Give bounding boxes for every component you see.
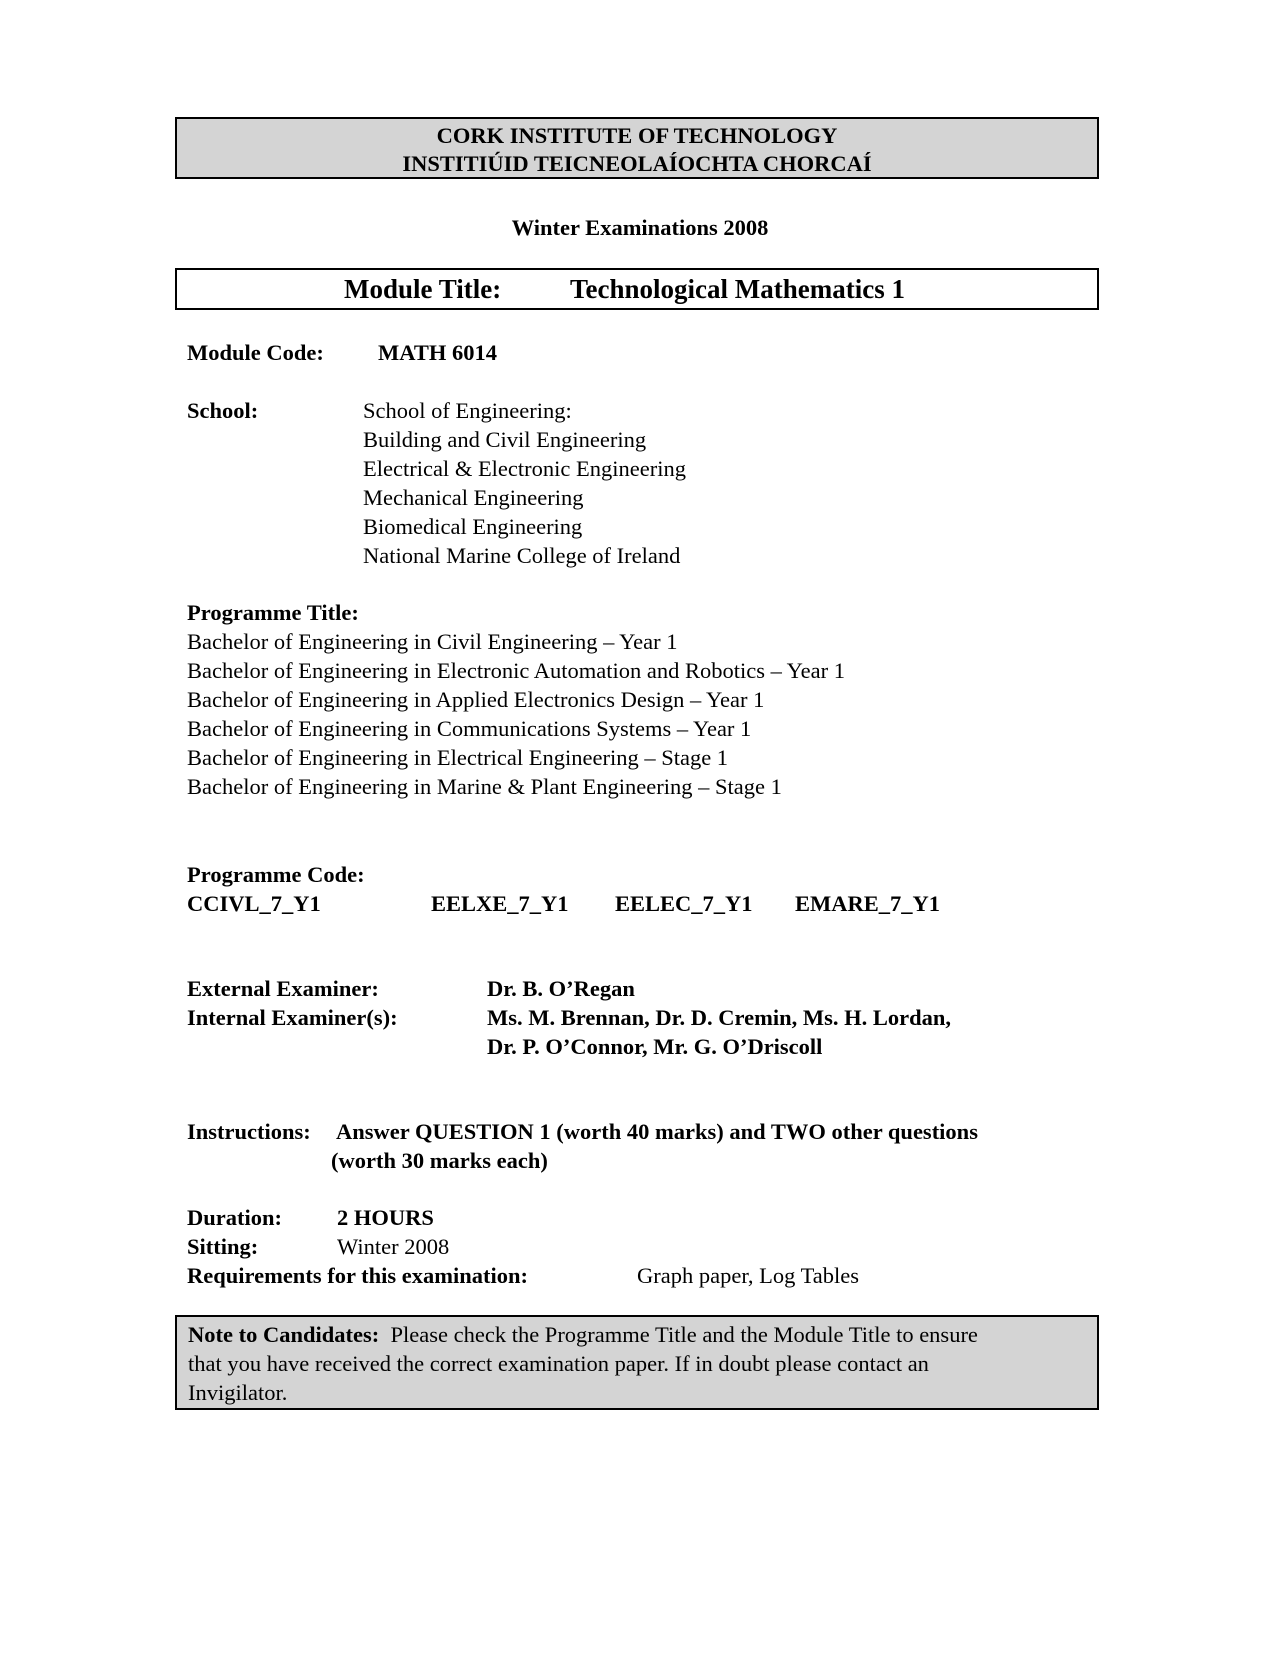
- module-code-label: Module Code:: [187, 340, 324, 365]
- programme-code: EELEC_7_Y1: [615, 891, 753, 916]
- school-line: Mechanical Engineering: [363, 485, 584, 510]
- institute-name-english: CORK INSTITUTE OF TECHNOLOGY: [436, 123, 838, 148]
- exam-session: Winter Examinations 2008: [511, 215, 769, 240]
- programme-title: Bachelor of Engineering in Electrical Engineering – Stage 1: [187, 745, 729, 770]
- module-title-value: Technological Mathematics 1: [570, 274, 905, 304]
- programme-title-label: Programme Title:: [187, 600, 359, 625]
- note-to-candidates: [175, 1315, 1099, 1410]
- module-title-label: Module Title:: [344, 274, 502, 304]
- internal-examiner-line: Ms. M. Brennan, Dr. D. Cremin, Ms. H. Lordan,: [487, 1005, 951, 1030]
- programme-code: EMARE_7_Y1: [795, 891, 940, 916]
- instructions-label: Instructions:: [187, 1119, 311, 1144]
- school-list: [363, 396, 686, 570]
- requirements-value: Graph paper, Log Tables: [637, 1263, 860, 1288]
- school-line: School of Engineering:: [363, 398, 572, 423]
- instructions-line: Answer QUESTION 1 (worth 40 marks) and TWO other questions: [336, 1119, 978, 1144]
- school-line: Biomedical Engineering: [363, 514, 583, 539]
- programme-title-list: [187, 627, 845, 801]
- instructions-line: (worth 30 marks each): [331, 1148, 548, 1173]
- school-line: Electrical & Electronic Engineering: [363, 456, 686, 481]
- programme-title: Bachelor of Engineering in Marine & Plant Engineering – Stage 1: [187, 774, 782, 799]
- school-label: School:: [187, 398, 259, 423]
- note-label: Note to Candidates:: [188, 1322, 380, 1347]
- external-examiner-value: Dr. B. O’Regan: [487, 976, 635, 1001]
- duration-label: Duration:: [187, 1205, 282, 1230]
- module-title-box: [175, 268, 1099, 310]
- note-text: that you have received the correct examination paper. If in doubt please contact an: [188, 1351, 929, 1376]
- school-line: Building and Civil Engineering: [363, 427, 647, 452]
- internal-examiner-label: Internal Examiner(s):: [187, 1005, 398, 1030]
- programme-code-label: Programme Code:: [187, 862, 365, 887]
- programme-code: EELXE_7_Y1: [431, 891, 569, 916]
- internal-examiner-line: Dr. P. O’Connor, Mr. G. O’Driscoll: [487, 1034, 823, 1059]
- requirements-label: Requirements for this examination:: [187, 1263, 529, 1288]
- sitting-value: Winter 2008: [337, 1234, 450, 1259]
- note-text: Please check the Programme Title and the Module Title to ensure: [390, 1322, 978, 1347]
- programme-title: Bachelor of Engineering in Civil Engineering – Year 1: [187, 629, 678, 654]
- module-code-value: MATH 6014: [378, 340, 497, 365]
- note-text: Invigilator.: [188, 1380, 288, 1405]
- duration-value: 2 HOURS: [337, 1205, 434, 1230]
- school-line: National Marine College of Ireland: [363, 543, 681, 568]
- sitting-label: Sitting:: [187, 1234, 259, 1259]
- institute-name-irish: INSTITIÚID TEICNEOLAÍOCHTA CHORCAÍ: [402, 151, 872, 176]
- external-examiner-label: External Examiner:: [187, 976, 379, 1001]
- programme-code: CCIVL_7_Y1: [187, 891, 321, 916]
- institute-header: [175, 117, 1099, 179]
- programme-title: Bachelor of Engineering in Applied Electronics Design – Year 1: [187, 687, 765, 712]
- programme-title: Bachelor of Engineering in Communications Systems – Year 1: [187, 716, 752, 741]
- programme-title: Bachelor of Engineering in Electronic Automation and Robotics – Year 1: [187, 658, 845, 683]
